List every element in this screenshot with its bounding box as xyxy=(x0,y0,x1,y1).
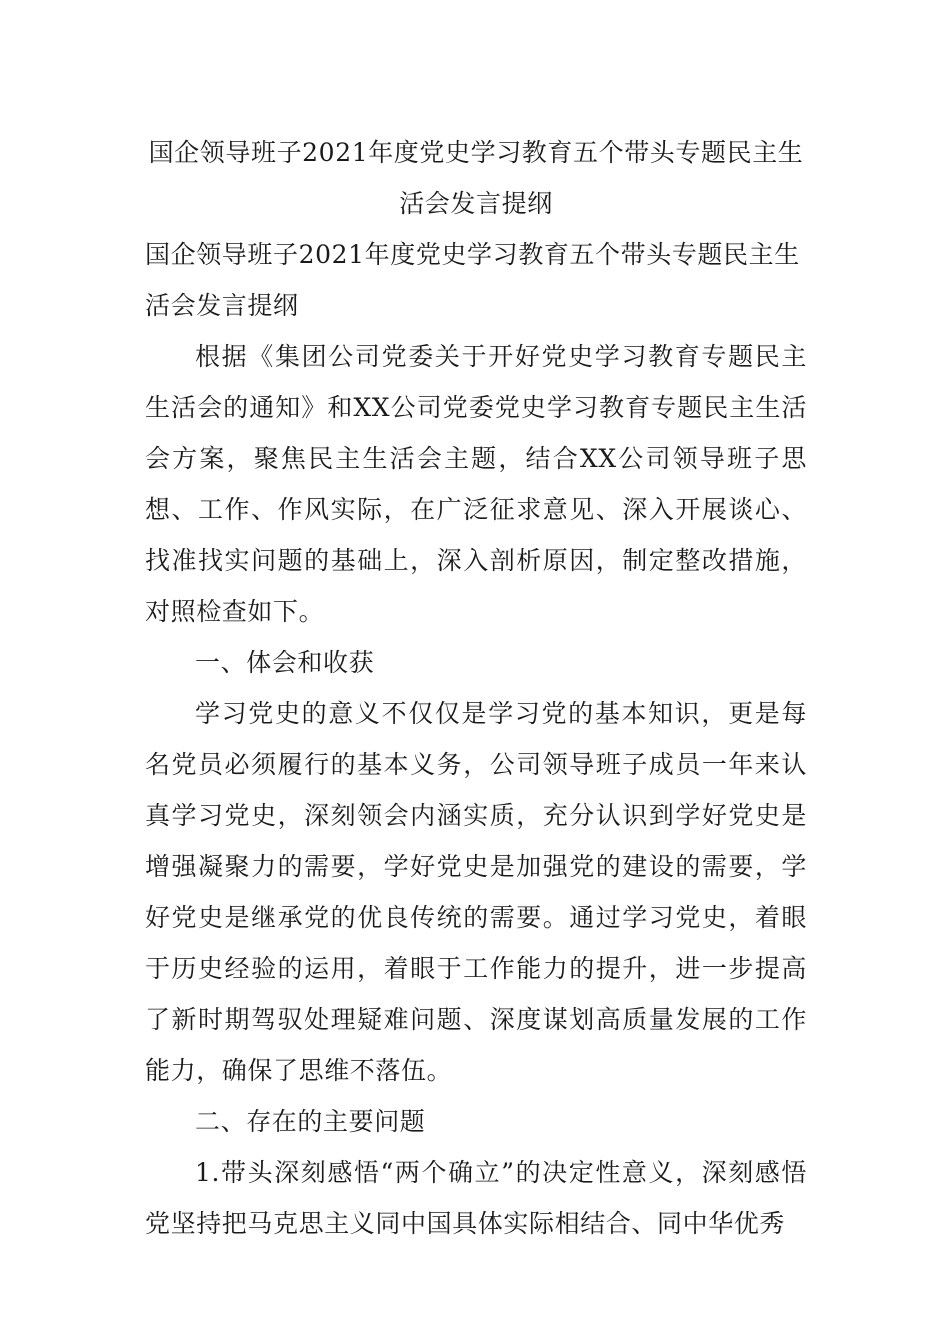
section-2-item-1: 1.带头深刻感悟“两个确立”的决定性意义，深刻感悟党坚持把马克思主义同中国具体实际相结合、同中华优秀 xyxy=(145,1158,807,1238)
document-subtitle: 国企领导班子2021年度党史学习教育五个带头专题民主生活会发言提纲 xyxy=(145,240,800,320)
section-heading-1: 一、体会和收获 xyxy=(195,648,375,677)
section-heading-2: 二、存在的主要问题 xyxy=(195,1107,426,1136)
document-body xyxy=(145,127,807,1249)
intro-paragraph: 根据《集团公司党委关于开好党史学习教育专题民主生活会的通知》和XX公司党委党史学习教育专题民主生活会方案，聚焦民主生活会主题，结合XX公司领导班子思想、工作、作风实际，在广泛征求意见、深入开展谈心、找准找实问题的基础上，深入剖析原因，制定整改措施，对照检查如下。 xyxy=(145,342,807,626)
document-title: 国企领导班子2021年度党史学习教育五个带头专题民主生活会发言提纲 xyxy=(148,138,804,218)
section-1-paragraph: 学习党史的意义不仅仅是学习党的基本知识，更是每名党员必须履行的基本义务，公司领导班子成员一年来认真学习党史，深刻领会内涵实质，充分认识到学好党史是增强凝聚力的需要，学好党史是加强党的建设的需要，学好党史是继承党的优良传统的需要。通过学习党史，着眼于历史经验的运用，着眼于工作能力的提升，进一步提高了新时期驾驭处理疑难问题、深度谋划高质量发展的工作能力，确保了思维不落伍。 xyxy=(145,699,807,1085)
